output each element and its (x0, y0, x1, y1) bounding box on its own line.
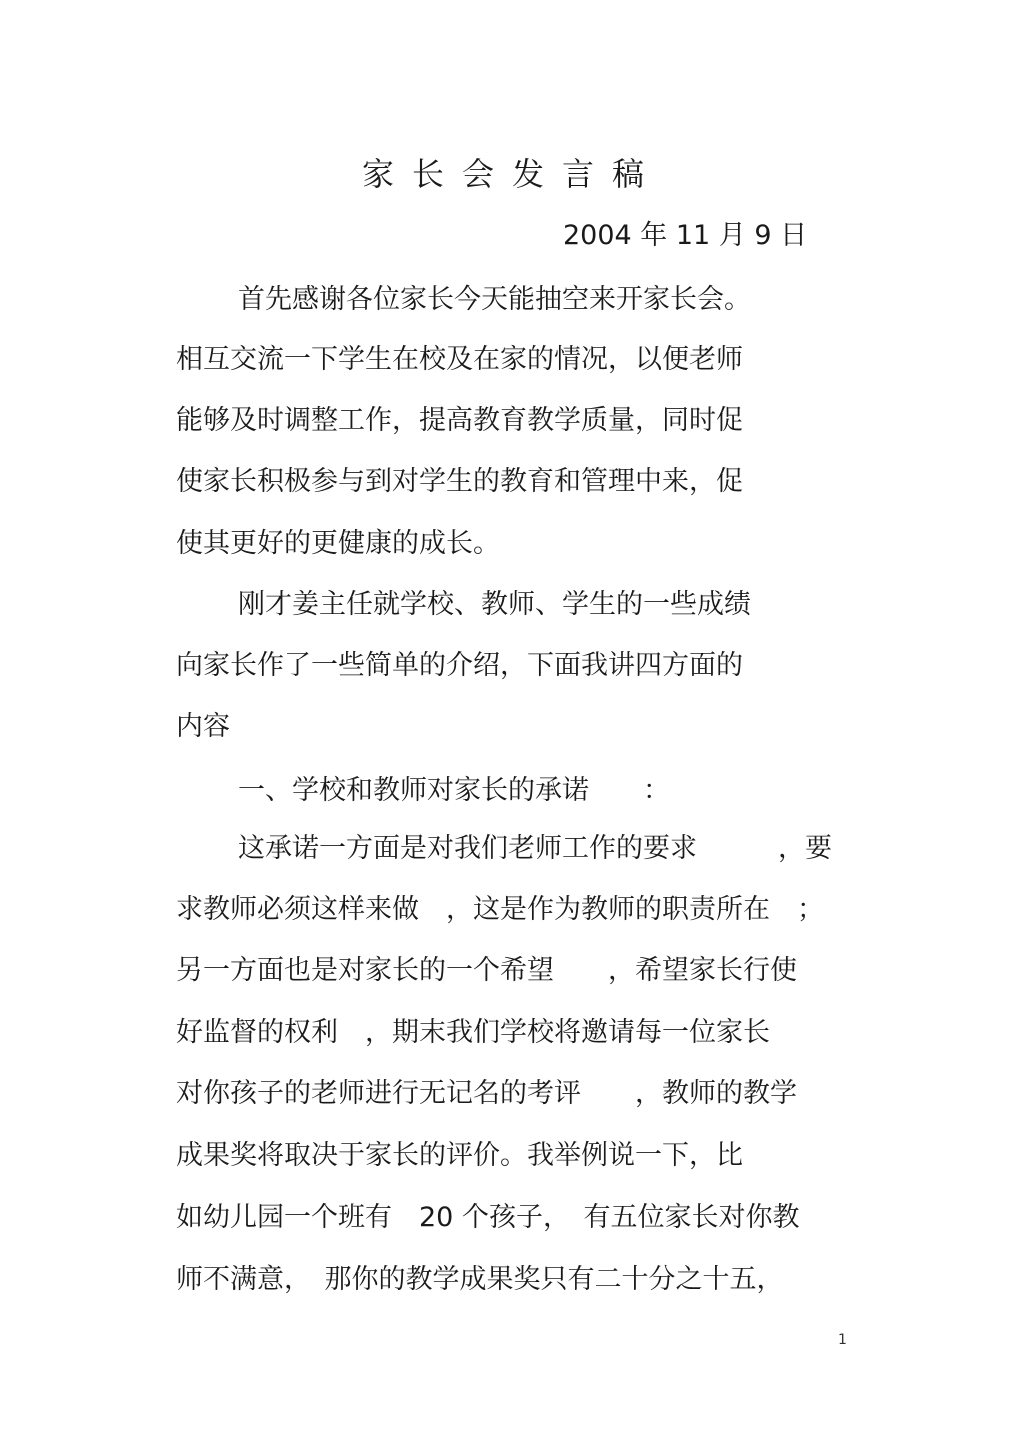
paragraph-line: 使家长积极参与到对学生的教育和管理中来，促 (176, 466, 743, 497)
paragraph-line: 使其更好的更健康的成长。 (176, 528, 500, 559)
paragraph-line: 好监督的权利 ，期末我们学校将邀请每一位家长 (176, 1017, 770, 1048)
paragraph-line: 对你孩子的老师进行无记名的考评 ，教师的教学 (176, 1078, 797, 1109)
paragraph-line: 向家长作了一些简单的介绍，下面我讲四方面的 (176, 650, 743, 681)
paragraph-line: 求教师必须这样来做 ，这是作为教师的职责所在 ； (176, 894, 824, 925)
document-title: 家长会发言稿 (361, 155, 662, 193)
paragraph-line: 首先感谢各位家长今天能抽空来开家长会。 (238, 284, 751, 315)
paragraph-line: 另一方面也是对家长的一个希望 ，希望家长行使 (176, 955, 797, 986)
page-number: 1 (838, 1332, 847, 1348)
paragraph-line: 刚才姜主任就学校、教师、学生的一些成绩 (238, 589, 751, 620)
paragraph-line: 相互交流一下学生在校及在家的情况，以便老师 (176, 344, 743, 375)
paragraph-line: 内容 (176, 711, 230, 742)
paragraph-line: 如幼儿园一个班有 20 个孩子， 有五位家长对你教 (176, 1202, 800, 1233)
paragraph-line: 能够及时调整工作，提高教育教学质量，同时促 (176, 405, 743, 436)
paragraph-line: 成果奖将取决于家长的评价。我举例说一下，比 (176, 1140, 743, 1171)
section-heading: 一、学校和教师对家长的承诺 ： (238, 775, 670, 806)
paragraph-line: 师不满意， 那你的教学成果奖只有二十分之十五， (176, 1264, 784, 1295)
paragraph-line: 这承诺一方面是对我们老师工作的要求 ，要 (238, 833, 832, 864)
document-date: 2004 年 11 月 9 日 (563, 220, 808, 251)
